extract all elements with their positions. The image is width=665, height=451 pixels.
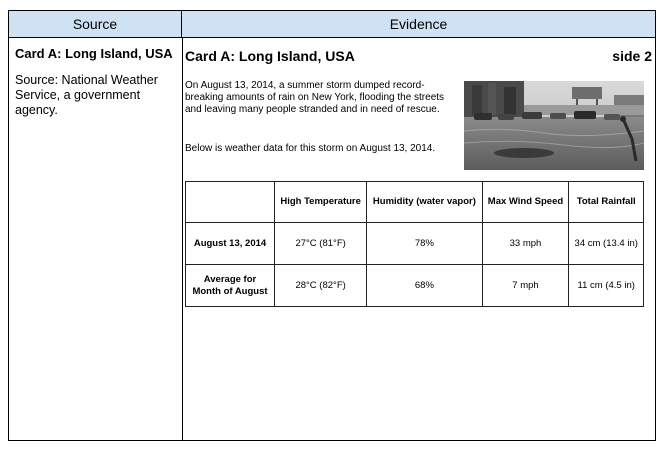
table-cell: 7 mph bbox=[482, 265, 569, 307]
storm-description: On August 13, 2014, a summer storm dumped record-breaking amounts of rain on New York, flooding the streets and leaving many people stranded and in need of rescue. bbox=[185, 80, 445, 115]
table-cell: 28°C (82°F) bbox=[275, 265, 367, 307]
table-cell: 68% bbox=[367, 265, 482, 307]
table-row bbox=[186, 265, 644, 307]
table-cell: 34 cm (13.4 in) bbox=[569, 223, 644, 265]
flood-photo-image bbox=[464, 81, 644, 170]
table-header-cell bbox=[186, 182, 275, 223]
table-header-row bbox=[186, 182, 644, 223]
row-label: Average for Month of August bbox=[186, 265, 275, 307]
source-description: Source: National Weather Service, a government agency. bbox=[15, 73, 158, 117]
column-divider bbox=[182, 38, 183, 440]
card-side-label: side 2 bbox=[612, 48, 652, 64]
row-label: August 13, 2014 bbox=[186, 223, 275, 265]
table-cell: 33 mph bbox=[482, 223, 569, 265]
table-intro: Below is weather data for this storm on August 13, 2014. bbox=[185, 143, 436, 154]
weather-data-table bbox=[185, 181, 644, 307]
evidence-column-header: Evidence bbox=[182, 11, 655, 38]
source-cell bbox=[15, 45, 177, 118]
source-card-title: Card A: Long Island, USA bbox=[15, 46, 173, 61]
table-cell: 78% bbox=[367, 223, 482, 265]
table-header-cell: Max Wind Speed bbox=[482, 182, 569, 223]
table-header-cell: Total Rainfall bbox=[569, 182, 644, 223]
source-column-header: Source bbox=[9, 11, 182, 38]
evidence-card-title: Card A: Long Island, USA bbox=[185, 48, 355, 64]
table-header-cell: High Temperature bbox=[275, 182, 367, 223]
table-header-cell: Humidity (water vapor) bbox=[367, 182, 482, 223]
flood-photo bbox=[464, 81, 644, 170]
table-row bbox=[186, 223, 644, 265]
table-cell: 27°C (81°F) bbox=[275, 223, 367, 265]
table-cell: 11 cm (4.5 in) bbox=[569, 265, 644, 307]
